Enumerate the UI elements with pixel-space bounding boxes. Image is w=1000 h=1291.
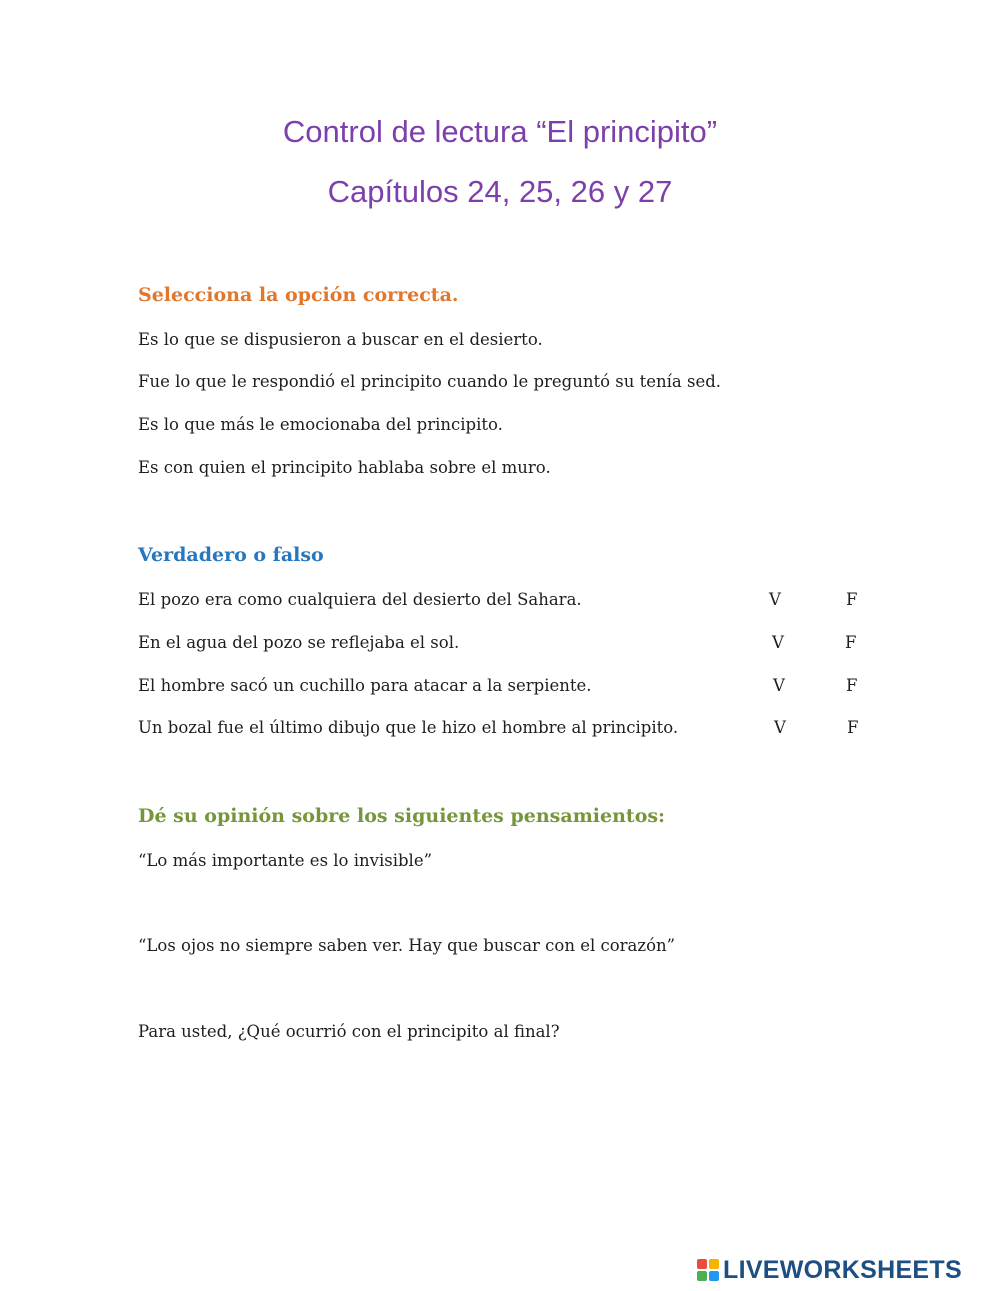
opinion-prompt-2: “Los ojos no siempre saben ver. Hay que buscar con el corazón”	[138, 936, 676, 955]
select-question-4: Es con quien el principito hablaba sobre el muro.	[138, 458, 551, 477]
section-heading-select: Selecciona la opción correcta.	[138, 284, 459, 306]
opinion-prompt-1: “Lo más importante es lo invisible”	[138, 851, 433, 870]
liveworksheets-logo-icon	[697, 1259, 719, 1281]
page-subtitle: Capítulos 24, 25, 26 y 27	[327, 174, 673, 209]
truefalse-v-option-2[interactable]: V	[772, 633, 784, 652]
section-heading-opinion: Dé su opinión sobre los siguientes pensamientos:	[138, 805, 666, 827]
truefalse-statement-2: En el agua del pozo se reflejaba el sol.	[138, 633, 460, 652]
truefalse-statement-4: Un bozal fue el último dibujo que le hizo el hombre al principito.	[138, 718, 679, 737]
liveworksheets-logo[interactable]	[697, 1253, 962, 1287]
truefalse-f-option-1[interactable]: F	[846, 590, 858, 609]
truefalse-f-option-3[interactable]: F	[846, 676, 858, 695]
truefalse-v-option-4[interactable]: V	[774, 718, 786, 737]
select-question-2: Fue lo que le respondió el principito cuando le preguntó su tenía sed.	[138, 372, 722, 391]
liveworksheets-logo-text: LIVEWORKSHEETS	[723, 1255, 962, 1284]
select-question-3: Es lo que más le emocionaba del principito.	[138, 415, 503, 434]
truefalse-statement-3: El hombre sacó un cuchillo para atacar a la serpiente.	[138, 676, 592, 695]
truefalse-f-option-4[interactable]: F	[847, 718, 859, 737]
truefalse-statement-1: El pozo era como cualquiera del desierto del Sahara.	[138, 590, 582, 609]
section-heading-truefalse: Verdadero o falso	[138, 544, 324, 566]
select-question-1: Es lo que se dispusieron a buscar en el desierto.	[138, 330, 543, 349]
truefalse-v-option-3[interactable]: V	[773, 676, 785, 695]
page-title: Control de lectura “El principito”	[282, 114, 718, 149]
truefalse-f-option-2[interactable]: F	[845, 633, 857, 652]
opinion-prompt-3: Para usted, ¿Qué ocurrió con el principito al final?	[138, 1022, 560, 1041]
truefalse-v-option-1[interactable]: V	[769, 590, 781, 609]
